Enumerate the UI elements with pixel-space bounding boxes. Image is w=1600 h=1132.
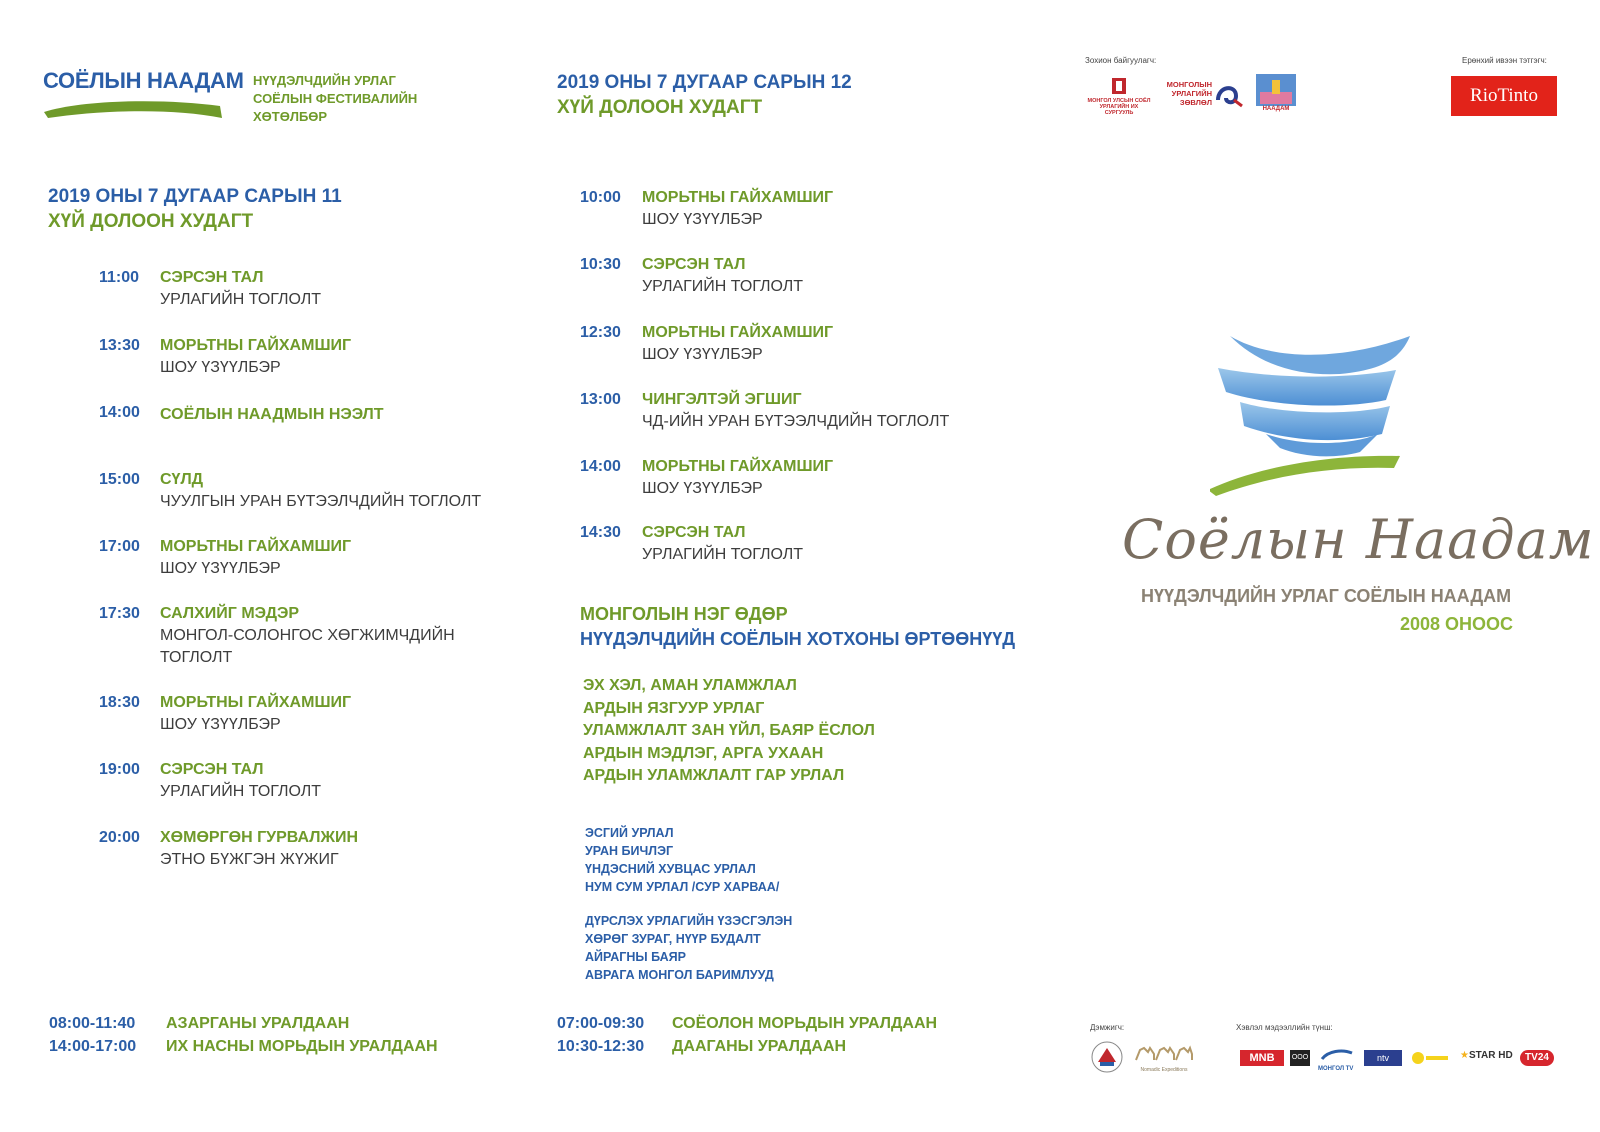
day1-place: ХҮЙ ДОЛООН ХУДАГТ	[48, 211, 254, 232]
star-hd-text: STAR HD	[1468, 1050, 1513, 1061]
list-item: АЙРАГНЫ БАЯР	[585, 950, 686, 964]
event-name: МОРЬТНЫ ГАЙХАМШИГ	[160, 337, 352, 354]
day2-event	[580, 456, 833, 500]
event-name: МОРЬТНЫ ГАЙХАМШИГ	[642, 324, 834, 341]
mongol-tv-text: МОНГОЛ TV	[1318, 1066, 1354, 1072]
event-sub: ШОУ ҮЗҮҮЛБЭР	[642, 211, 763, 228]
media-label: Хэвлэл мэдээллийн түнш:	[1236, 1023, 1333, 1032]
list-item: УЛАМЖЛАЛТ ЗАН ҮЙЛ, БАЯР ЁСЛОЛ	[583, 722, 875, 739]
event-sub: ШОУ ҮЗҮҮЛБЭР	[160, 716, 281, 733]
arts-council-swirl-icon	[1214, 80, 1244, 108]
mnb-logo: MNB	[1240, 1050, 1284, 1066]
event-name: ХӨМӨРГӨН ГУРВАЛЖИН	[160, 829, 359, 846]
event-sub: ШОУ ҮЗҮҮЛБЭР	[642, 346, 763, 363]
event-name: СҮЛД	[160, 471, 204, 488]
day2-place: ХҮЙ ДОЛООН ХУДАГТ	[557, 97, 763, 118]
support-label: Дэмжигч:	[1090, 1023, 1125, 1032]
event-time: 18:30	[99, 694, 140, 711]
day2-race	[557, 1012, 937, 1035]
event-sub: УРЛАГИЙН ТОГЛОЛТ	[642, 546, 804, 563]
camp-green-list	[583, 675, 875, 788]
list-item: НУМ СУМ УРЛАЛ /СУР ХАРВАА/	[585, 880, 780, 894]
day2-event	[580, 254, 803, 298]
star-icon: ★	[1460, 1050, 1469, 1061]
university-logo-text: МОНГОЛ УЛСЫН СОЁЛ УРЛАГИЙН ИХ СУРГУУЛЬ	[1087, 98, 1151, 116]
festival-tagline: НҮҮДЭЛЧДИЙН УРЛАГ СОЁЛЫН НААДАМ	[1141, 586, 1512, 606]
event-time: 20:00	[99, 829, 140, 846]
day1-race	[49, 1012, 349, 1035]
list-item: АРДЫН УЛАМЖЛАЛТ ГАР УРЛАЛ	[583, 767, 845, 784]
event-name: МОРЬТНЫ ГАЙХАМШИГ	[642, 458, 834, 475]
day1-event	[99, 335, 351, 379]
camp-title-line2: НҮҮДЭЛЧДИЙН СОЁЛЫН ХОТХОНЫ ӨРТӨӨНҮҮД	[580, 629, 1016, 649]
race-time: 14:00-17:00	[49, 1038, 137, 1055]
brand-sub-line: ХӨТӨЛБӨР	[253, 109, 328, 124]
event-sub: ЧД-ИЙН УРАН БҮТЭЭЛЧДИЙН ТОГЛОЛТ	[642, 413, 950, 430]
mongol-tv-swoosh-icon	[1318, 1049, 1356, 1061]
day1-event	[99, 267, 321, 311]
event-sub: ШОУ ҮЗҮҮЛБЭР	[160, 560, 281, 577]
day2-event	[580, 322, 833, 366]
event-name: МОРЬТНЫ ГАЙХАМШИГ	[160, 538, 352, 555]
race-time: 10:30-12:30	[557, 1038, 645, 1055]
day2-event	[580, 522, 803, 566]
brush-stroke-green	[42, 96, 224, 126]
list-item: УРАН БИЧЛЭГ	[585, 844, 674, 858]
camp-blue-list-a	[585, 824, 779, 896]
race-time: 08:00-11:40	[49, 1015, 136, 1032]
list-item: ЭХ ХЭЛ, АМАН УЛАМЖЛАЛ	[583, 677, 797, 694]
race-name: ИХ НАСНЫ МОРЬДЫН УРАЛДААН	[166, 1038, 438, 1055]
event-time: 10:30	[580, 256, 621, 273]
brand-sub-line: НҮҮДЭЛЧДИЙН УРЛАГ	[253, 73, 396, 88]
brand-subtitle	[253, 72, 417, 126]
sun-channel-logo-icon	[1410, 1050, 1450, 1066]
day2-race	[557, 1035, 846, 1058]
list-item: ЭСГИЙ УРЛАЛ	[585, 826, 674, 840]
organizer-logo-university	[1086, 76, 1152, 116]
event-sub: ШОУ ҮЗҮҮЛБЭР	[642, 480, 763, 497]
day1-race	[49, 1035, 438, 1058]
event-sub: УРЛАГИЙН ТОГЛОЛТ	[642, 278, 804, 295]
list-item: АРДЫН ЯЗГУУР УРЛАГ	[583, 699, 765, 717]
event-time: 12:30	[580, 324, 621, 341]
day1-event	[99, 469, 481, 513]
day1-event	[99, 536, 351, 580]
day2-date: 2019 ОНЫ 7 ДУГААР САРЫН 12	[557, 72, 852, 93]
camel-icon	[1134, 1044, 1194, 1062]
event-sub: ЧУУЛГЫН УРАН БҮТЭЭЛЧДИЙН ТОГЛОЛТ	[160, 493, 482, 510]
day1-date: 2019 ОНЫ 7 ДУГААР САРЫН 11	[48, 186, 342, 207]
camp-title-line1: МОНГОЛЫН НЭГ ӨДӨР	[580, 604, 788, 624]
event-time: 17:30	[99, 605, 140, 622]
star-hd-logo	[1460, 1050, 1513, 1061]
day1-event	[99, 759, 321, 803]
day2-event	[580, 389, 949, 433]
event-sub: ШОУ ҮЗҮҮЛБЭР	[160, 359, 281, 376]
sponsor-label: Ерөнхий ивээн тэтгэгч:	[1462, 56, 1547, 65]
support-emblem-icon	[1090, 1040, 1124, 1074]
event-name: СОЁЛЫН НААДМЫН НЭЭЛТ	[160, 406, 384, 423]
brand-sub-line: СОЁЛЫН ФЕСТИВАЛИЙН	[253, 91, 418, 106]
event-sub: УРЛАГИЙН ТОГЛОЛТ	[160, 783, 322, 800]
event-name: СЭРСЭН ТАЛ	[160, 269, 264, 286]
organizer-logo-arts-council	[1162, 78, 1244, 110]
event-time: 13:30	[99, 337, 140, 354]
event-name: СЭРСЭН ТАЛ	[642, 256, 746, 273]
day1-header	[48, 184, 342, 234]
list-item: АВРАГА МОНГОЛ БАРИМЛУУД	[585, 968, 774, 982]
event-name: СЭРСЭН ТАЛ	[160, 761, 264, 778]
event-time: 19:00	[99, 761, 140, 778]
day1-event	[99, 603, 480, 669]
race-name: ДААГАНЫ УРАЛДААН	[672, 1038, 847, 1055]
festival-since: 2008 ОНООС	[1400, 614, 1514, 634]
event-name: САЛХИЙГ МЭДЭР	[160, 605, 300, 622]
race-name: АЗАРГАНЫ УРАЛДААН	[166, 1015, 350, 1032]
list-item: ДҮРСЛЭХ УРЛАГИЙН ҮЗЭСГЭЛЭН	[585, 914, 793, 928]
race-name: СОЁОЛОН МОРЬДЫН УРАЛДААН	[672, 1015, 938, 1032]
nomadic-text: Nomadic Expeditions	[1140, 1067, 1188, 1073]
ooo-logo: ООО	[1290, 1050, 1310, 1066]
naadam-logo-text: НААДАМ	[1262, 106, 1290, 112]
event-name: ЧИНГЭЛТЭЙ ЭГШИГ	[642, 391, 802, 408]
event-time: 17:00	[99, 538, 140, 555]
riotinto-logo	[1451, 76, 1557, 116]
mongol-tv-logo	[1318, 1048, 1356, 1072]
day2-event	[580, 187, 833, 231]
event-name: МОРЬТНЫ ГАЙХАМШИГ	[160, 694, 352, 711]
nomadic-expeditions-logo	[1134, 1044, 1194, 1074]
event-sub: МОНГОЛ-СОЛОНГОС ХӨГЖИМЧДИЙН ТОГЛОЛТ	[160, 627, 455, 666]
event-sub: ЭТНО БҮЖГЭН ЖҮЖИГ	[160, 851, 339, 868]
ntv-logo: ntv	[1364, 1050, 1402, 1066]
list-item: АРДЫН МЭДЛЭГ, АРГА УХААН	[583, 744, 824, 762]
day2-header	[557, 70, 852, 120]
riotinto-text: RioTinto	[1470, 85, 1538, 106]
list-item: ХӨРӨГ ЗУРАГ, НҮҮР БУДАЛТ	[585, 932, 761, 946]
event-time: 10:00	[580, 189, 621, 206]
list-item: ҮНДЭСНИЙ ХУВЦАС УРЛАЛ	[585, 862, 756, 876]
event-time: 14:00	[580, 458, 621, 475]
tv24-logo: TV24	[1520, 1050, 1554, 1066]
event-time: 11:00	[99, 269, 140, 286]
camp-title	[580, 602, 1015, 652]
event-time: 13:00	[580, 391, 621, 408]
camp-blue-list-b	[585, 912, 792, 984]
festival-emblem-icon	[1210, 330, 1430, 505]
event-time: 14:30	[580, 524, 621, 541]
day1-event	[99, 827, 358, 871]
event-name: МОРЬТНЫ ГАЙХАМШИГ	[642, 189, 834, 206]
arts-council-text: МОНГОЛЫН УРЛАГИЙН ЗӨВЛӨЛ	[1166, 80, 1212, 107]
event-time: 15:00	[99, 471, 140, 488]
brand-title: СОЁЛЫН НААДАМ	[43, 68, 244, 93]
festival-script-title: Соёлын Наадам	[1122, 508, 1595, 571]
event-name: СЭРСЭН ТАЛ	[642, 524, 746, 541]
event-sub: УРЛАГИЙН ТОГЛОЛТ	[160, 291, 322, 308]
event-time: 14:00	[99, 404, 140, 421]
race-time: 07:00-09:30	[557, 1015, 645, 1032]
organizer-logo-naadam	[1256, 74, 1296, 114]
day1-event	[99, 692, 351, 736]
day1-event	[99, 402, 384, 426]
organizer-label: Зохион байгуулагч:	[1085, 56, 1157, 65]
